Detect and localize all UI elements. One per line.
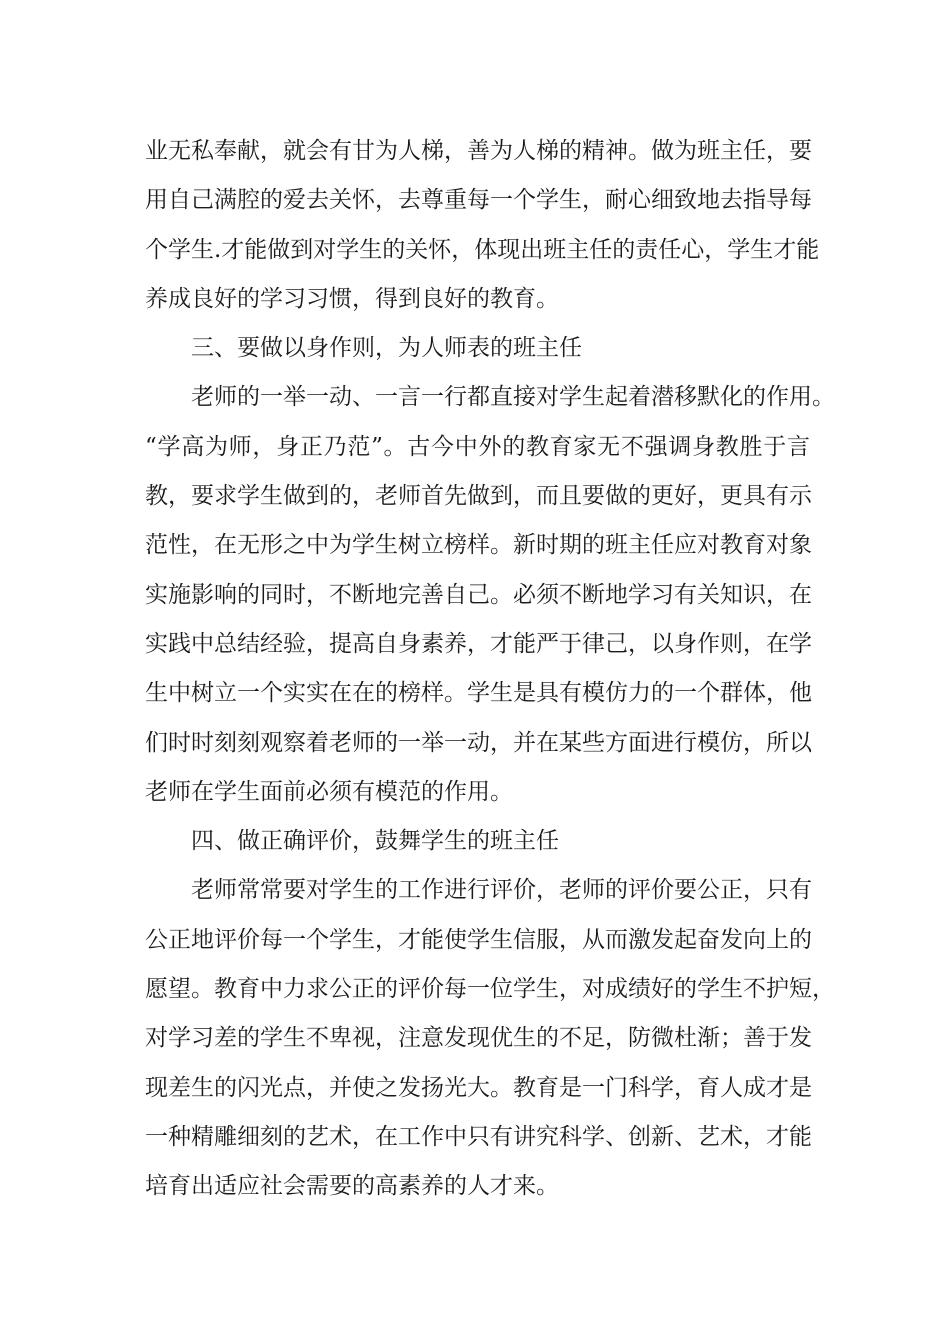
paragraph-line: 老师的一举一动、一言一行都直接对学生起着潜移默化的作用。 xyxy=(191,384,835,411)
paragraph-line: 公正地评价每一个学生，才能使学生信服，从而激发起奋发向上的 xyxy=(145,926,812,953)
paragraph-line: 愿望。教育中力求公正的评价每一位学生，对成绩好的学生不护短， xyxy=(145,976,835,1003)
paragraph-line: 用自己满腔的爱去关怀，去尊重每一个学生，耐心细致地去指导每 xyxy=(145,187,812,214)
paragraph-line: 业无私奉献，就会有甘为人梯，善为人梯的精神。做为班主任，要 xyxy=(145,138,812,164)
paragraph-line: 生中树立一个实实在在的榜样。学生是具有模仿力的一个群体，他 xyxy=(145,680,812,707)
paragraph-line: 实施影响的同时，不断地完善自己。必须不断地学习有关知识，在 xyxy=(145,581,812,608)
paragraph-line: 老师在学生面前必须有模范的作用。 xyxy=(145,778,513,805)
paragraph-line: 培育出适应社会需要的高素养的人才来。 xyxy=(145,1173,559,1200)
paragraph-line: 们时时刻刻观察着老师的一举一动，并在某些方面进行模仿，所以 xyxy=(145,729,812,756)
paragraph-line: 个学生.才能做到对学生的关怀，体现出班主任的责任心，学生才能 xyxy=(145,236,820,263)
section-heading: 四、做正确评价，鼓舞学生的班主任 xyxy=(191,828,559,855)
paragraph-line: 现差生的闪光点，并使之发扬光大。教育是一门科学，育人成才是 xyxy=(145,1074,812,1101)
paragraph-line: 范性，在无形之中为学生树立榜样。新时期的班主任应对教育对象 xyxy=(145,532,812,559)
paragraph-line: 实践中总结经验，提高自身素养，才能严于律己，以身作则，在学 xyxy=(145,630,812,657)
paragraph-line: “学高为师，身正乃范”。古今中外的教育家无不强调身教胜于言 xyxy=(145,433,810,460)
paragraph-line: 老师常常要对学生的工作进行评价，老师的评价要公正，只有 xyxy=(191,877,812,904)
section-heading: 三、要做以身作则，为人师表的班主任 xyxy=(191,335,582,362)
paragraph-line: 对学习差的学生不卑视，注意发现优生的不足，防微杜渐；善于发 xyxy=(145,1025,812,1052)
document-body xyxy=(145,127,835,1212)
paragraph-line: 一种精雕细刻的艺术，在工作中只有讲究科学、创新、艺术，才能 xyxy=(145,1123,812,1150)
paragraph-line: 教，要求学生做到的，老师首先做到，而且要做的更好，更具有示 xyxy=(145,483,812,510)
paragraph-line: 养成良好的学习习惯，得到良好的教育。 xyxy=(145,285,559,312)
